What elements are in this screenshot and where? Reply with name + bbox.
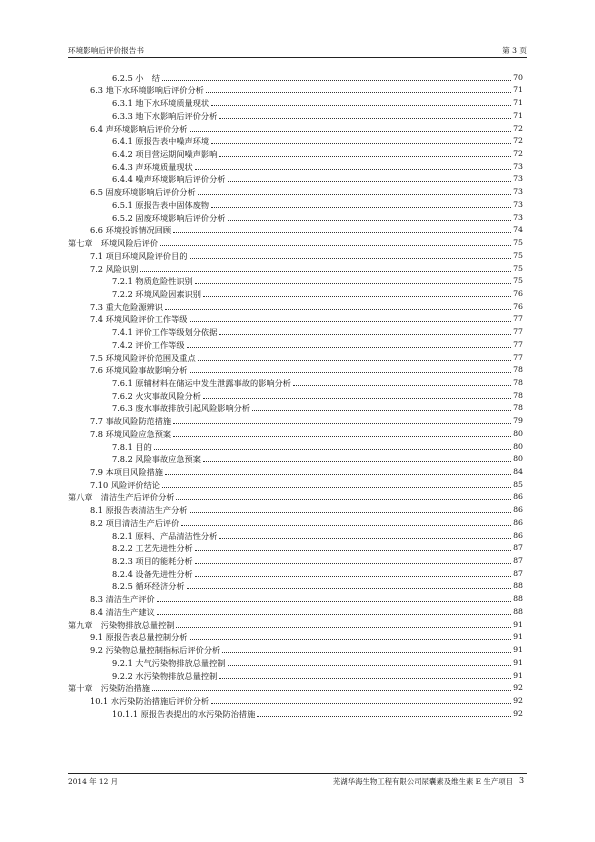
toc-entry-page: 78 (513, 365, 523, 375)
toc-entry-page: 77 (513, 314, 523, 324)
toc-leader-dots (293, 385, 511, 386)
toc-entry-title: 第九章 污染物排放总量控制 (68, 619, 175, 630)
toc-entry[interactable] (68, 452, 523, 465)
toc-entry-page: 86 (513, 505, 523, 515)
toc-entry[interactable] (68, 363, 523, 376)
toc-entry[interactable] (68, 566, 523, 579)
toc-entry[interactable] (68, 401, 523, 414)
toc-entry-title: 8.4 清洁生产建议 (90, 606, 155, 617)
toc-entry[interactable] (68, 464, 523, 477)
toc-entry[interactable] (68, 134, 523, 147)
toc-entry-title: 7.8 环境风险应急预案 (90, 428, 172, 439)
toc-entry[interactable] (68, 388, 523, 401)
toc-leader-dots (206, 92, 511, 93)
toc-leader-dots (195, 169, 511, 170)
toc-entry-page: 88 (513, 594, 523, 604)
toc-entry[interactable] (68, 681, 523, 694)
toc-leader-dots (219, 118, 511, 119)
toc-entry-page: 80 (513, 454, 523, 464)
toc-leader-dots (160, 245, 511, 246)
toc-entry-title: 7.4.1 评价工作等级划分依据 (112, 327, 218, 338)
toc-entry-title: 8.1 原报告表清洁生产分析 (90, 505, 188, 516)
toc-entry-page: 86 (513, 530, 523, 540)
toc-entry-title: 8.2.2 工艺先进性分析 (112, 543, 193, 554)
toc-leader-dots (190, 639, 512, 640)
toc-entry[interactable] (68, 286, 523, 299)
toc-leader-dots (195, 283, 511, 284)
toc-entry-page: 87 (513, 543, 523, 553)
toc-entry[interactable] (68, 312, 523, 325)
toc-entry[interactable] (68, 617, 523, 630)
toc-entry-page: 74 (513, 225, 523, 235)
toc-entry-title: 6.4.3 声环境质量现状 (112, 161, 193, 172)
toc-entry[interactable] (68, 706, 523, 719)
toc-entry-title: 8.2 项目清洁生产后评价 (90, 517, 180, 528)
toc-entry-page: 77 (513, 327, 523, 337)
toc-entry-page: 85 (513, 479, 523, 489)
toc-leader-dots (162, 487, 511, 488)
toc-entry-title: 6.3.1 地下水环境质量现状 (112, 98, 210, 109)
toc-entry-page: 87 (513, 568, 523, 578)
toc-leader-dots (211, 105, 511, 106)
toc-entry[interactable] (68, 324, 523, 337)
toc-leader-dots (157, 614, 511, 615)
toc-entry[interactable] (68, 108, 523, 121)
toc-entry-title: 6.3.3 地下水影响后评价分析 (112, 110, 218, 121)
toc-entry-title: 8.2.3 项目的能耗分析 (112, 556, 193, 567)
toc-leader-dots (228, 181, 512, 182)
toc-entry-page: 73 (513, 161, 523, 171)
toc-leader-dots (219, 334, 511, 335)
toc-leader-dots (176, 499, 511, 500)
page-number: 3 (519, 776, 525, 785)
toc-entry[interactable] (68, 426, 523, 439)
toc-entry[interactable] (68, 553, 523, 566)
toc-leader-dots (157, 601, 511, 602)
toc-leader-dots (219, 678, 511, 679)
toc-entry-page: 79 (513, 416, 523, 426)
toc-entry[interactable] (68, 413, 523, 426)
toc-entry[interactable] (68, 248, 523, 261)
toc-entry-page: 72 (513, 136, 523, 146)
toc-entry-page: 80 (513, 441, 523, 451)
toc-entry-page: 87 (513, 556, 523, 566)
toc-entry-page: 75 (513, 238, 523, 248)
toc-entry-page: 73 (513, 187, 523, 197)
toc-entry-title: 7.7 事故风险防范措施 (90, 416, 172, 427)
toc-entry[interactable] (68, 197, 523, 210)
toc-entry-title: 8.3 清洁生产评价 (90, 594, 155, 605)
toc-leader-dots (195, 576, 511, 577)
toc-leader-dots (198, 194, 511, 195)
toc-entry[interactable] (68, 630, 523, 643)
page-footer (68, 776, 527, 787)
toc-leader-dots (165, 309, 511, 310)
toc-entry[interactable] (68, 350, 523, 363)
toc-leader-dots (165, 474, 511, 475)
toc-entry-page: 92 (513, 683, 523, 693)
toc-entry[interactable] (68, 210, 523, 223)
toc-entry[interactable] (68, 668, 523, 681)
toc-entry-page: 84 (513, 467, 523, 476)
toc-entry-page: 76 (513, 288, 523, 298)
toc-entry-page: 91 (513, 632, 523, 642)
toc-entry-title: 7.1 项目环境风险评价目的 (90, 250, 188, 261)
toc-entry[interactable] (68, 604, 523, 617)
header-divider (68, 57, 527, 58)
toc-leader-dots (195, 550, 511, 551)
toc-entry-title: 7.2.1 物质危险性识别 (112, 276, 193, 287)
toc-entry-page: 73 (513, 174, 523, 184)
toc-entry-page: 86 (513, 492, 523, 502)
toc-entry-title: 第七章 环境风险后评价 (68, 238, 159, 249)
toc-leader-dots (222, 652, 511, 653)
toc-entry-page: 78 (513, 390, 523, 400)
toc-entry[interactable] (68, 121, 523, 134)
toc-entry-title: 9.2 污染物总量控制指标后评价分析 (90, 645, 221, 656)
toc-entry-title: 10.1 水污染防治措施后评价分析 (90, 695, 210, 706)
toc-entry[interactable] (68, 70, 523, 83)
toc-leader-dots (211, 207, 511, 208)
toc-leader-dots (154, 449, 511, 450)
toc-entry-title: 8.2.4 设备先进性分析 (112, 568, 193, 579)
toc-entry[interactable] (68, 477, 523, 490)
toc-entry-title: 7.4 环境风险评价工作等级 (90, 314, 188, 325)
toc-entry-title: 10.1.1 原报告表提出的水污染防治措施 (112, 708, 256, 719)
toc-entry[interactable] (68, 172, 523, 185)
toc-entry[interactable] (68, 235, 523, 248)
toc-entry-page: 86 (513, 517, 523, 527)
toc-leader-dots (190, 321, 512, 322)
toc-entry-title: 9.2.2 水污染物排放总量控制 (112, 670, 218, 681)
toc-leader-dots (228, 220, 512, 221)
toc-leader-dots (203, 461, 511, 462)
page-header (68, 42, 527, 56)
toc-entry-page: 73 (513, 199, 523, 209)
toc-entry-page: 71 (513, 85, 523, 95)
toc-entry[interactable] (68, 655, 523, 668)
toc-entry[interactable] (68, 490, 523, 503)
toc-leader-dots (219, 156, 511, 157)
toc-entry[interactable] (68, 223, 523, 236)
toc-leader-dots (140, 271, 511, 272)
toc-leader-dots (219, 538, 511, 539)
toc-entry-title: 7.6.1 原辅材料在储运中发生泄露事故的影响分析 (112, 377, 291, 388)
toc-leader-dots (190, 258, 512, 259)
footer-project: 芜湖华海生物工程有限公司尿囊素及维生素 E 生产项目 (332, 777, 513, 786)
toc-entry-title: 9.2.1 大气污染物排放总量控制 (112, 657, 226, 668)
toc-entry-title: 6.3 地下水环境影响后评价分析 (90, 85, 204, 96)
toc-entry-title: 6.5 固废环境影响后评价分析 (90, 187, 196, 198)
header-title: 环境影响后评价报告书 (68, 46, 144, 55)
table-of-contents (68, 70, 523, 719)
toc-entry[interactable] (68, 591, 523, 604)
toc-entry[interactable] (68, 693, 523, 706)
toc-entry-title: 7.2.2 环境风险因素识别 (112, 288, 201, 299)
toc-entry-title: 8.2.1 原料、产品清洁性分析 (112, 530, 218, 541)
toc-leader-dots (203, 296, 511, 297)
toc-entry[interactable] (68, 95, 523, 108)
toc-entry-page: 91 (513, 670, 523, 680)
toc-leader-dots (211, 143, 511, 144)
toc-entry-title: 7.8.2 风险事故应急预案 (112, 454, 201, 465)
toc-leader-dots (195, 563, 511, 564)
footer-date: 2014 年 12 月 (68, 777, 119, 786)
toc-entry[interactable] (68, 515, 523, 528)
toc-entry-title: 7.6.3 废水事故排放引起风险影响分析 (112, 403, 251, 414)
toc-entry-title: 6.5.2 固废环境影响后评价分析 (112, 212, 226, 223)
toc-entry-page: 91 (513, 619, 523, 629)
toc-entry-page: 88 (513, 581, 523, 591)
toc-entry[interactable] (68, 299, 523, 312)
toc-entry[interactable] (68, 528, 523, 541)
toc-leader-dots (173, 436, 511, 437)
toc-entry-page: 92 (513, 695, 523, 705)
toc-entry-title: 6.4.2 项目营运期间噪声影响 (112, 149, 218, 160)
toc-leader-dots (173, 232, 511, 233)
toc-entry[interactable] (68, 439, 523, 452)
toc-entry[interactable] (68, 83, 523, 96)
toc-entry-page: 78 (513, 377, 523, 387)
toc-entry-page: 75 (513, 263, 523, 273)
toc-entry-title: 6.4.1 原报告表中噪声环境 (112, 136, 210, 147)
toc-leader-dots (252, 410, 511, 411)
toc-entry[interactable] (68, 579, 523, 592)
toc-leader-dots (187, 588, 512, 589)
toc-leader-dots (211, 703, 511, 704)
toc-entry-title: 7.6.2 火灾事故风险分析 (112, 390, 201, 401)
toc-leader-dots (203, 398, 511, 399)
toc-leader-dots (181, 525, 511, 526)
toc-leader-dots (152, 690, 511, 691)
toc-entry-page: 77 (513, 352, 523, 362)
toc-entry-page: 91 (513, 657, 523, 667)
toc-entry-page: 92 (513, 708, 523, 718)
toc-leader-dots (176, 627, 511, 628)
toc-entry-page: 77 (513, 339, 523, 349)
toc-entry-page: 70 (513, 72, 523, 82)
toc-leader-dots (162, 80, 511, 81)
toc-entry-page: 80 (513, 428, 523, 438)
toc-entry-title: 6.6 环境投诉情况回顾 (90, 225, 172, 236)
toc-entry-title: 7.5 环境风险评价范围及重点 (90, 352, 196, 363)
toc-entry[interactable] (68, 274, 523, 287)
header-page: 第 3 页 (502, 46, 527, 55)
toc-entry-page: 78 (513, 403, 523, 413)
toc-entry[interactable] (68, 375, 523, 388)
toc-entry-title: 6.4 声环境影响后评价分析 (90, 123, 188, 134)
toc-leader-dots (190, 512, 512, 513)
toc-entry-title: 7.3 重大危险源辨识 (90, 301, 163, 312)
toc-entry-page: 75 (513, 250, 523, 260)
toc-entry[interactable] (68, 184, 523, 197)
toc-entry[interactable] (68, 159, 523, 172)
toc-entry-page: 72 (513, 123, 523, 133)
toc-entry-page: 88 (513, 606, 523, 616)
toc-entry[interactable] (68, 502, 523, 515)
toc-entry-page: 76 (513, 301, 523, 311)
toc-entry-title: 第八章 清洁生产后评价分析 (68, 492, 175, 503)
toc-entry-title: 第十章 污染防治措施 (68, 683, 150, 694)
toc-leader-dots (228, 665, 512, 666)
toc-entry[interactable] (68, 337, 523, 350)
toc-entry-title: 6.4.4 噪声环境影响后评价分析 (112, 174, 226, 185)
toc-entry[interactable] (68, 541, 523, 554)
toc-leader-dots (190, 131, 512, 132)
toc-entry-page: 73 (513, 212, 523, 222)
toc-entry-title: 7.2 风险识别 (90, 263, 139, 274)
toc-entry[interactable] (68, 261, 523, 274)
toc-entry-title: 7.6 环境风险事故影响分析 (90, 365, 188, 376)
toc-leader-dots (173, 423, 511, 424)
toc-entry-page: 71 (513, 98, 523, 108)
toc-entry[interactable] (68, 146, 523, 159)
toc-leader-dots (190, 372, 512, 373)
toc-entry-title: 6.2.5 小 结 (112, 72, 160, 83)
toc-leader-dots (257, 716, 511, 717)
toc-entry-page: 71 (513, 110, 523, 120)
toc-entry-title: 6.5.1 原报告表中固体废物 (112, 199, 210, 210)
toc-entry-title: 7.10 风险评价结论 (90, 479, 160, 490)
toc-entry[interactable] (68, 642, 523, 655)
toc-leader-dots (187, 347, 512, 348)
toc-entry-title: 8.2.5 循环经济分析 (112, 581, 185, 592)
footer-divider (68, 773, 527, 774)
toc-entry-title: 9.1 原报告表总量控制分析 (90, 632, 188, 643)
toc-entry-page: 72 (513, 149, 523, 159)
toc-entry-page: 91 (513, 645, 523, 655)
toc-entry-page: 75 (513, 276, 523, 286)
toc-entry-title: 7.9 本项目风险措施 (90, 467, 163, 477)
toc-entry-title: 7.4.2 评价工作等级 (112, 339, 185, 350)
toc-leader-dots (198, 360, 511, 361)
toc-entry-title: 7.8.1 目的 (112, 441, 152, 452)
